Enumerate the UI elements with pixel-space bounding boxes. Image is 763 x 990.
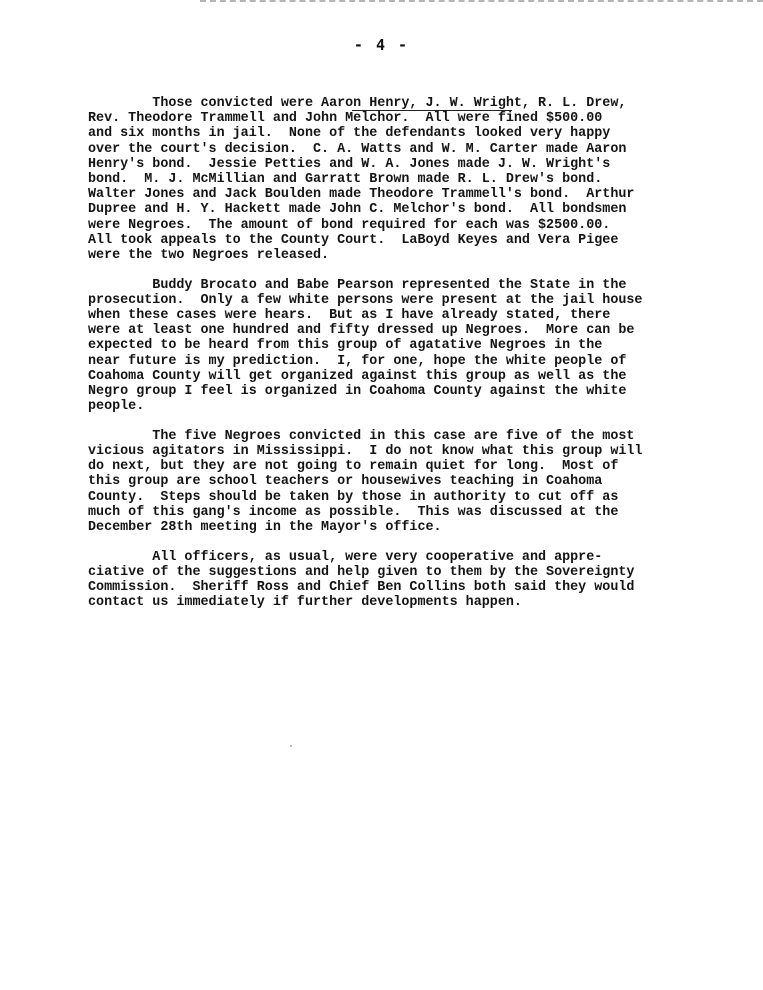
paragraph-2 — [88, 278, 728, 415]
text-line: contact us immediately if further developments happen. — [88, 595, 522, 611]
text-line: Commission. Sheriff Ross and Chief Ben Collins both said they would — [88, 579, 635, 595]
text-line: were Negroes. The amount of bond required for each was $2500.00. — [88, 217, 611, 233]
text-line: All took appeals to the County Court. LaBoyd Keyes and Vera Pigee — [88, 232, 619, 248]
text-line: near future is my prediction. I, for one, hope the white people of — [88, 353, 627, 369]
paragraph-4 — [88, 550, 728, 611]
text-line: much of this gang's income as possible. This was discussed at the — [88, 504, 619, 520]
paragraph-3 — [88, 429, 728, 535]
text-line: people. — [88, 399, 145, 415]
text-line: County. Steps should be taken by those in authority to cut off as — [88, 489, 619, 505]
text-line: prosecution. Only a few white persons were present at the jail house — [88, 292, 643, 308]
scan-speck — [290, 745, 292, 747]
text-line: and six months in jail. None of the defendants looked very happy — [88, 126, 611, 142]
text-line: Coahoma County will get organized against this group as well as the — [88, 368, 627, 384]
text-line: Henry's bond. Jessie Petties and W. A. Jones made J. W. Wright's — [88, 156, 611, 172]
paragraph-1 — [88, 96, 728, 263]
text-line: vicious agitators in Mississippi. I do not know what this group will — [88, 443, 643, 459]
text-line: do next, but they are not going to remain quiet for long. Most of — [88, 459, 619, 475]
document-body — [88, 96, 728, 625]
page-top-dotted-rule — [200, 0, 763, 2]
text-line: this group are school teachers or housewives teaching in Coahoma — [88, 474, 603, 490]
text-line: Rev. Theodore Trammell and John Melchor. All were fined $500.00 — [88, 111, 603, 127]
handwritten-underline — [352, 110, 512, 111]
text-line: Buddy Brocato and Babe Pearson represented the State in the — [88, 277, 627, 293]
text-line: were the two Negroes released. — [88, 247, 330, 263]
text-line: when these cases were hears. But as I have already stated, there — [88, 307, 611, 323]
text-line: December 28th meeting in the Mayor's office. — [88, 519, 442, 535]
text-line: Dupree and H. Y. Hackett made John C. Melchor's bond. All bondsmen — [88, 202, 627, 218]
page-number: - 4 - — [353, 36, 410, 54]
text-line: bond. M. J. McMillian and Garratt Brown made R. L. Drew's bond. — [88, 171, 603, 187]
text-line: Walter Jones and Jack Boulden made Theodore Trammell's bond. Arthur — [88, 187, 635, 203]
text-line: Those convicted were Aaron Henry, J. W. Wright, R. L. Drew, — [88, 96, 627, 111]
text-line: ciative of the suggestions and help given to them by the Sovereignty — [88, 564, 635, 580]
text-line: were at least one hundred and fifty dressed up Negroes. More can be — [88, 323, 635, 339]
text-line: Negro group I feel is organized in Coahoma County against the white — [88, 383, 627, 399]
text-line: All officers, as usual, were very cooperative and appre- — [88, 549, 603, 565]
text-line: The five Negroes convicted in this case are five of the most — [88, 428, 635, 444]
text-line: expected to be heard from this group of agatative Negroes in the — [88, 338, 603, 354]
text-line: over the court's decision. C. A. Watts and W. M. Carter made Aaron — [88, 141, 627, 157]
